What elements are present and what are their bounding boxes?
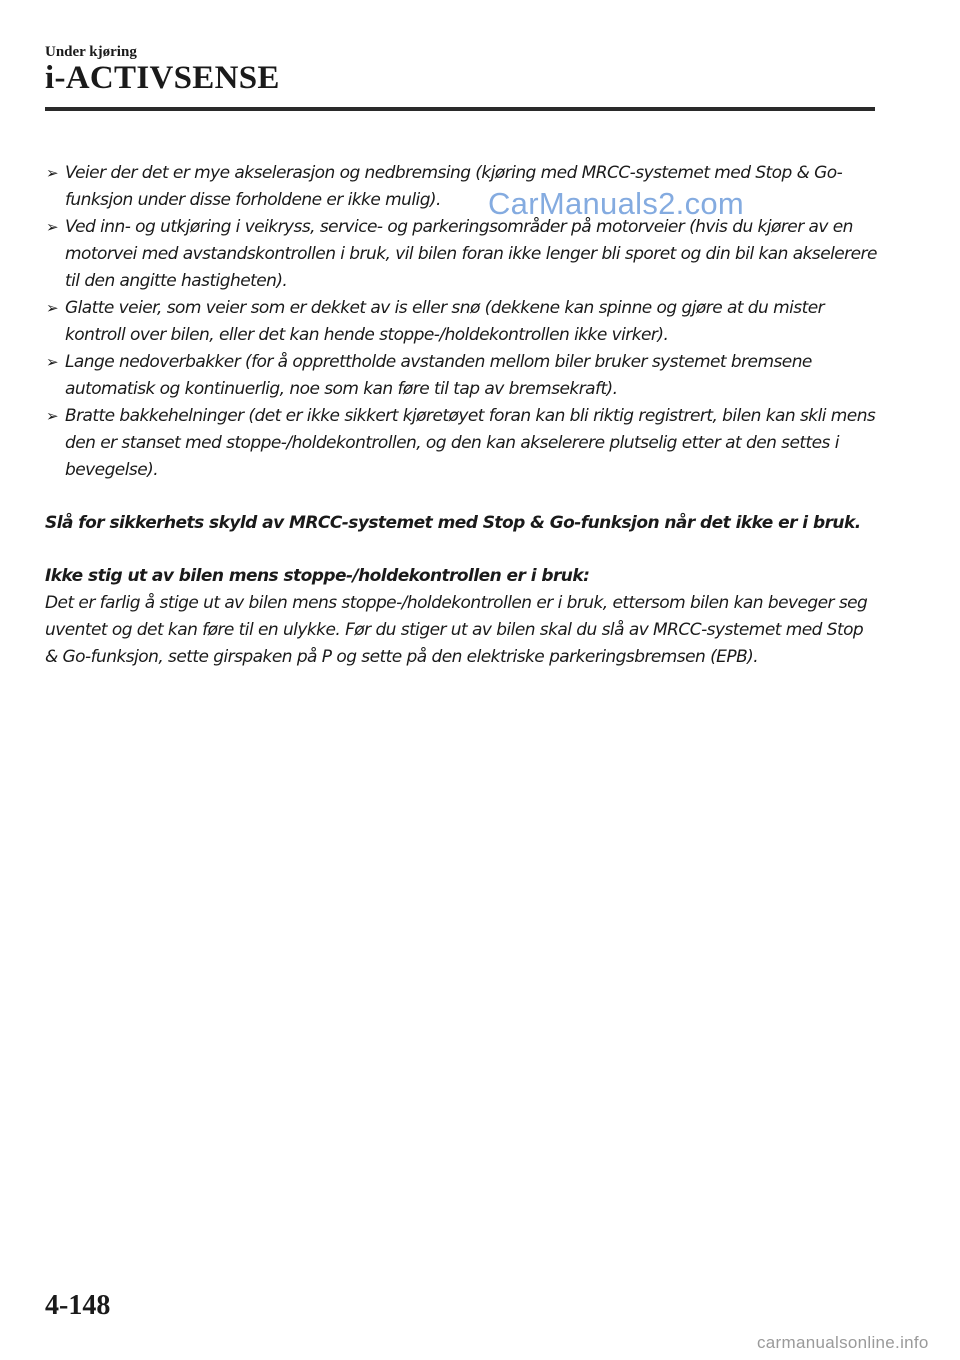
caution-heading: Ikke stig ut av bilen mens stoppe-/holdekontrollen er i bruk: — [45, 566, 590, 586]
list-item-text: Glatte veier, som veier som er dekket av is eller snø (dekkene kan spinne og gjøre at du mister kontroll over bilen, eller det kan hende stoppe-/holdekontrollen ikke virker). — [65, 298, 825, 345]
content-body — [45, 160, 880, 671]
list-item-text: Bratte bakkehelninger (det er ikke sikkert kjøretøyet foran kan bli riktig registrert, bilen kan skli mens den er stanset med stoppe-/holdekontrollen, og den kan akselerere plutselig etter at den settes i bevegelse). — [65, 406, 876, 480]
list-item — [45, 214, 880, 295]
header-divider — [45, 107, 875, 111]
condition-list — [45, 160, 880, 484]
list-item — [45, 403, 880, 484]
list-item — [45, 160, 880, 214]
caution-paragraph: Det er farlig å stige ut av bilen mens stoppe-/holdekontrollen er i bruk, ettersom bilen kan beveger seg uventet og det kan føre til en ulykke. Før du stiger ut av bilen skal du slå av MRCC-systemet med Stop & Go-funksjon, sette girspaken på P og sette på den elektriske parkeringsbremsen (EPB). — [45, 593, 868, 667]
list-item-text: Lange nedoverbakker (for å opprettholde avstanden mellom biler bruker systemet bremsene automatisk og kontinuerlig, noe som kan føre til tap av bremsekraft). — [65, 352, 812, 399]
arrowhead-right-icon: ➢ — [46, 164, 59, 182]
site-watermark: CarManuals2.com — [488, 186, 745, 221]
arrowhead-right-icon: ➢ — [46, 218, 59, 236]
arrowhead-right-icon: ➢ — [46, 299, 59, 317]
list-item — [45, 295, 880, 349]
section-title: Under kjøring — [45, 44, 137, 60]
list-item-text: Ved inn- og utkjøring i veikryss, service- og parkeringsområder på motorveier (hvis du kjører av en motorvei med avstandskontrollen i bruk, vil bilen foran ikke lenger bli sporet og din bil kan akselerere til den angitte hastigheten). — [65, 217, 877, 291]
arrowhead-right-icon: ➢ — [46, 353, 59, 371]
page-number: 4-148 — [45, 1290, 111, 1321]
list-item — [45, 349, 880, 403]
page-title: i-ACTIVSENSE — [45, 60, 280, 96]
arrowhead-right-icon: ➢ — [46, 407, 59, 425]
footer-watermark: carmanualsonline.info — [757, 1333, 929, 1352]
list-item-text: Veier der det er mye akselerasjon og nedbremsing (kjøring med MRCC-systemet med Stop & Go-funksjon under disse forholdene er ikke mulig). — [65, 163, 843, 210]
safety-warning: Slå for sikkerhets skyld av MRCC-systemet med Stop & Go-funksjon når det ikke er i bruk. — [45, 513, 861, 533]
